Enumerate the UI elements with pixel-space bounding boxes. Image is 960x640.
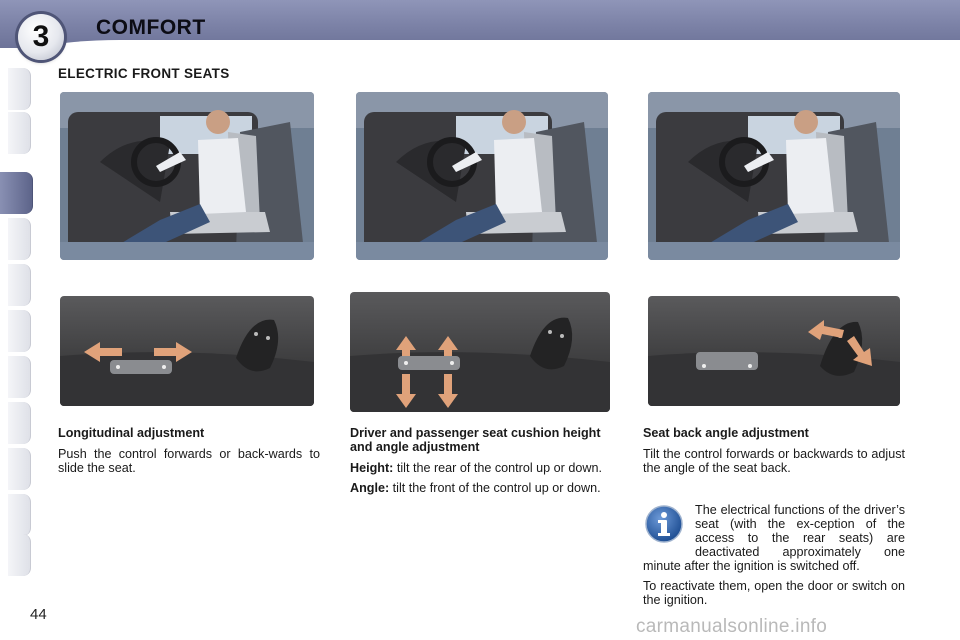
longitudinal-adjustment-column bbox=[58, 426, 320, 481]
note-paragraph-1: The electrical functions of the driver’s seat (with the ex-ception of the access to the rear seats) are deactivated approximately one minute after the ignition is switched off. bbox=[643, 503, 905, 573]
longitudinal-heading: Longitudinal adjustment bbox=[58, 426, 205, 440]
angle-paragraph bbox=[350, 481, 612, 495]
chapter-tab-9[interactable] bbox=[8, 448, 31, 490]
chapter-tab-strip bbox=[0, 68, 34, 576]
chapter-tab-10[interactable] bbox=[8, 494, 31, 536]
note-paragraph-2: To reactivate them, open the door or switch on the ignition. bbox=[643, 579, 905, 607]
cushion-adjustment-column bbox=[350, 426, 612, 501]
driver-seat-photo-3 bbox=[648, 92, 900, 260]
chapter-tab-11[interactable] bbox=[8, 534, 31, 576]
section-title: ELECTRIC FRONT SEATS bbox=[58, 66, 230, 81]
height-paragraph bbox=[350, 461, 612, 475]
height-text: tilt the rear of the control up or down. bbox=[393, 461, 602, 475]
chapter-number-badge: 3 bbox=[18, 14, 64, 60]
height-label: Height: bbox=[350, 461, 394, 475]
driver-seat-photo-1 bbox=[60, 92, 314, 260]
angle-label: Angle: bbox=[350, 481, 390, 495]
seatback-heading: Seat back angle adjustment bbox=[643, 426, 809, 440]
chapter-tab-1[interactable] bbox=[8, 68, 31, 110]
cushion-heading: Driver and passenger seat cushion height and angle adjustment bbox=[350, 426, 601, 454]
seatback-body: Tilt the control forwards or backwards to adjust the angle of the seat back. bbox=[643, 447, 905, 475]
chapter-tab-7[interactable] bbox=[8, 356, 31, 398]
seatback-control-photo bbox=[648, 296, 900, 406]
chapter-tab-8[interactable] bbox=[8, 402, 31, 444]
cushion-control-photo bbox=[350, 292, 610, 412]
chapter-tab-2[interactable] bbox=[8, 112, 31, 154]
longitudinal-control-photo bbox=[60, 296, 314, 406]
seatback-adjustment-column bbox=[643, 426, 905, 481]
chapter-tab-6[interactable] bbox=[8, 310, 31, 352]
info-icon bbox=[644, 504, 684, 544]
chapter-tab-4[interactable] bbox=[8, 218, 31, 260]
page-number: 44 bbox=[30, 606, 47, 623]
header-curve bbox=[0, 40, 960, 68]
chapter-tab-5[interactable] bbox=[8, 264, 31, 306]
angle-text: tilt the front of the control up or down. bbox=[389, 481, 601, 495]
chapter-title: COMFORT bbox=[96, 16, 206, 39]
driver-seat-photo-2 bbox=[356, 92, 608, 260]
watermark: carmanualsonline.info bbox=[636, 616, 828, 637]
longitudinal-body: Push the control forwards or back-wards to slide the seat. bbox=[58, 447, 320, 475]
chapter-tab-3-active[interactable] bbox=[0, 172, 33, 214]
